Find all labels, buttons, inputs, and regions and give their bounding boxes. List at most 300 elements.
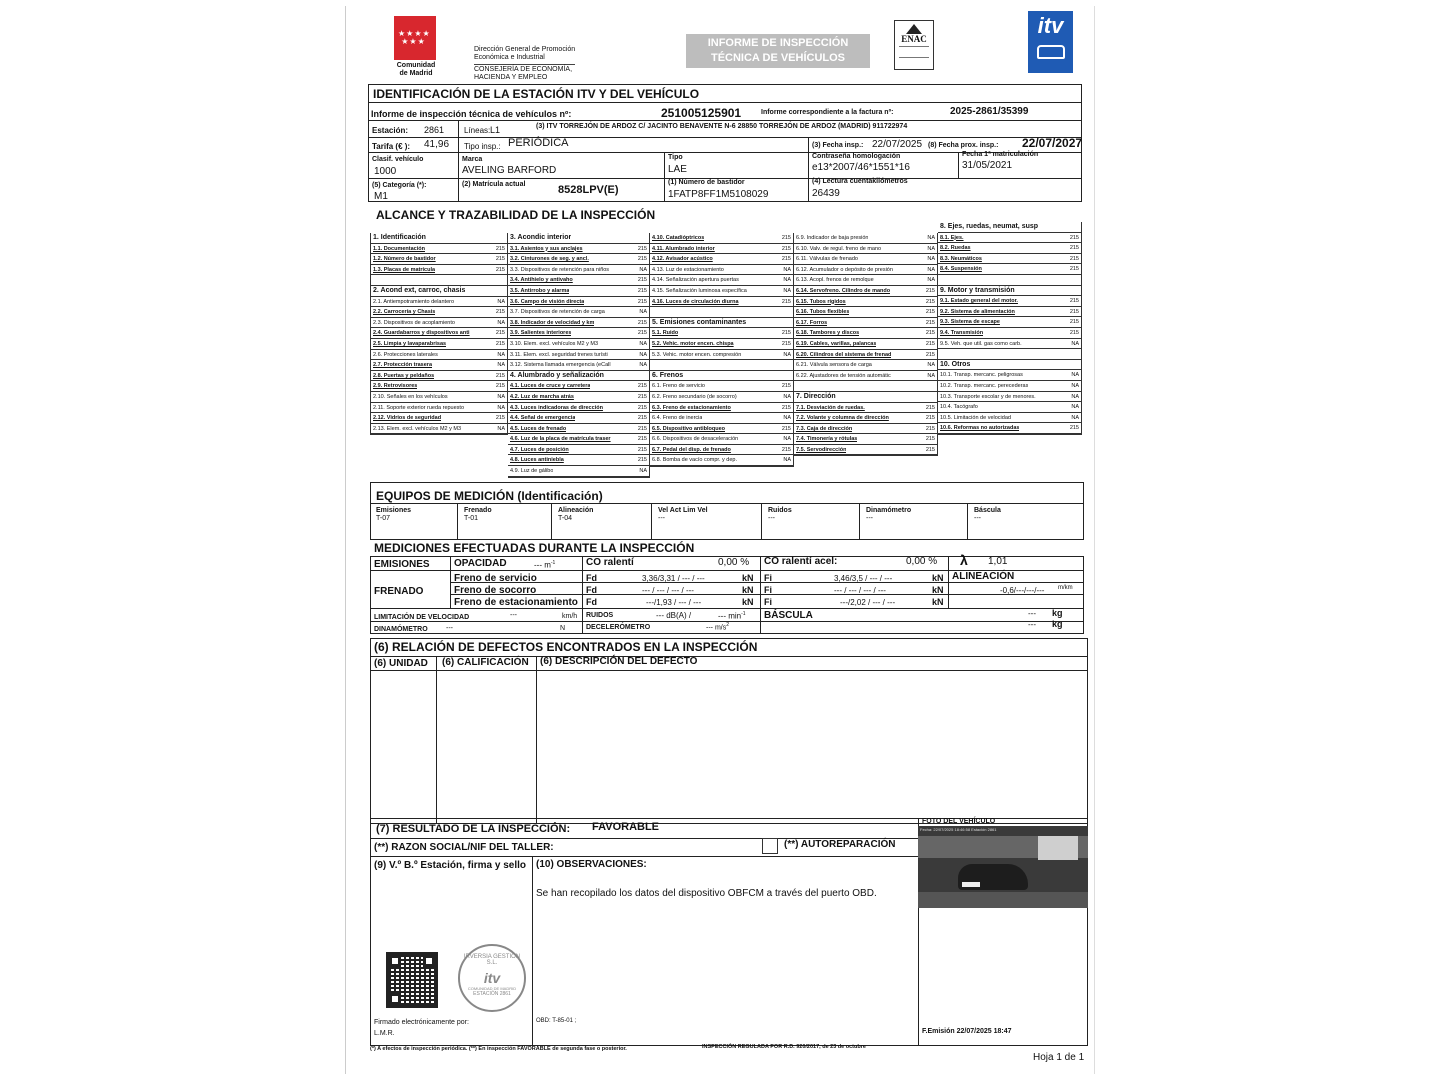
- inspection-item: [371, 297, 507, 308]
- item-label: 4.11. Alumbrado interior: [652, 245, 715, 252]
- equipo-label: Alineación: [558, 507, 594, 514]
- inspection-item: [508, 360, 649, 371]
- inspection-item: [508, 392, 649, 403]
- inspection-item: [371, 244, 507, 255]
- item-label: 6.6. Dispositivos de desaceleración: [652, 436, 739, 443]
- defectos-col-unidad: (6) UNIDAD: [374, 658, 428, 669]
- inspection-item: [794, 244, 937, 255]
- inspection-report-page: [345, 6, 1095, 1074]
- bastidor-label: (1) Número de bastidor: [668, 179, 745, 186]
- footer-note: (*) A efectos de inspección periódica. (**) En inspección FAVORABLE de segunda fase o posterior.: [370, 1046, 627, 1052]
- enac-accreditation-lines: [899, 46, 929, 58]
- item-value: NA: [783, 277, 791, 284]
- equipo-cell: [652, 503, 762, 540]
- km-value: 26439: [812, 188, 840, 199]
- item-value: 215: [781, 340, 791, 347]
- fd-estac-value: ---/1,93 / --- / ---: [646, 598, 702, 607]
- tarifa-label: Tarifa (€ ):: [372, 142, 411, 151]
- item-value: 215: [637, 393, 647, 400]
- item-value: 215: [637, 446, 647, 453]
- frenado-label: FRENADO: [374, 586, 424, 597]
- item-value: 215: [1069, 329, 1079, 336]
- item-label: 2.7. Protección trasera: [373, 362, 433, 369]
- co-ralenti-acel-value: 0,00 %: [906, 556, 938, 567]
- item-label: 6.9. Indicador de baja presión: [796, 235, 869, 241]
- item-label: 4.2. Luz de marcha atrás: [510, 393, 574, 400]
- item-label: 6.16. Tubos flexibles: [796, 309, 850, 316]
- inspection-item: [938, 328, 1081, 339]
- kn-unit: kN: [932, 597, 944, 607]
- inspection-item: [650, 403, 793, 414]
- inspection-item: [371, 350, 507, 361]
- item-label: 2.6. Protecciones laterales: [373, 351, 438, 358]
- inspection-item: [938, 370, 1081, 381]
- stars-icon: ★★★★ ★★★: [398, 29, 431, 46]
- autoreparacion-checkbox[interactable]: [762, 838, 778, 854]
- firmante-value: L.M.R.: [374, 1030, 395, 1037]
- item-label: 4.15. Señalización luminosa específica: [652, 287, 747, 294]
- inspection-item: [938, 296, 1081, 307]
- item-label: 4.1. Luces de cruce y carretera: [510, 383, 591, 390]
- item-value: 215: [1069, 255, 1079, 262]
- observaciones-text: Se han recopilado los datos del dispositivo OBFCM a través del puerto OBD.: [536, 888, 877, 899]
- factura-number: 2025-2861/35399: [950, 106, 1029, 117]
- item-value: 215: [495, 245, 505, 252]
- inspection-item: [794, 233, 937, 244]
- decelerometro-label: DECELERÓMETRO: [586, 624, 651, 631]
- marca-value: AVELING BARFORD: [462, 165, 557, 176]
- item-label: 4.6. Luz de la placa de matrícula traser: [510, 436, 611, 443]
- inspection-item: [794, 360, 937, 371]
- item-value: 215: [925, 415, 935, 422]
- item-label: 1. Identificación: [373, 234, 426, 241]
- inspection-item: [938, 413, 1081, 424]
- item-label: 3.12. Sistema llamada emergencia (eCall: [510, 362, 611, 369]
- item-value: 215: [925, 351, 935, 358]
- defectos-col-calificacion: (6) CALIFICACIÓN: [442, 657, 529, 668]
- item-label: 4.12. Avisador acústico: [652, 256, 713, 263]
- inspection-item: [650, 265, 793, 276]
- item-label: 6.8. Bomba de vacío compr. y dep.: [652, 457, 737, 464]
- informe-label: Informe de inspección técnica de vehículos nº:: [371, 109, 572, 119]
- item-label: 8.3. Neumáticos: [940, 255, 982, 262]
- item-label: 3.7. Dispositivos de retención de carga: [510, 309, 605, 316]
- item-value: NA: [497, 319, 505, 326]
- clasif-value: 1000: [374, 166, 397, 177]
- inspection-item: [794, 403, 937, 414]
- item-value: 215: [637, 330, 647, 337]
- item-label: 3. Acondic interior: [510, 234, 572, 241]
- co-ralenti-value: 0,00 %: [718, 557, 750, 568]
- item-value: NA: [783, 415, 791, 422]
- section-header: [938, 360, 1081, 371]
- item-label: 6.11. Válvulas de frenado: [796, 256, 858, 263]
- fecha-prox-label: (8) Fecha prox. insp.:: [928, 142, 999, 149]
- item-label: 2. Acond ext, carroc, chasis: [373, 286, 466, 294]
- car-icon: [1037, 45, 1065, 59]
- item-value: 215: [637, 415, 647, 422]
- inspection-item: [508, 424, 649, 435]
- firmado-label: Firmado electrónicamente por:: [374, 1019, 469, 1026]
- inspection-item: [371, 413, 507, 424]
- item-label: 4.5. Luces de frenado: [510, 425, 567, 432]
- obd-text: OBD: T-85-01 ;: [536, 1018, 577, 1024]
- item-label: 3.3. Dispositivos de retención para niños: [510, 266, 610, 273]
- inspection-item: [371, 254, 507, 265]
- item-value: 215: [925, 436, 935, 443]
- item-value: 215: [925, 446, 935, 453]
- item-value: 215: [495, 383, 505, 390]
- item-label: 6.13. Acopl. frenos de remolque: [796, 277, 874, 284]
- alcance-column-4: [794, 233, 938, 456]
- opacidad-sup: -1: [550, 560, 556, 566]
- equipo-cell: [762, 503, 860, 540]
- qr-finder: [423, 955, 435, 967]
- dinamometro-value: ---: [446, 625, 453, 632]
- item-value: 215: [925, 404, 935, 411]
- inspection-item: [794, 254, 937, 265]
- inspection-item: [794, 265, 937, 276]
- item-label: 3.10. Elem. excl. vehículos M2 y M3: [510, 340, 599, 347]
- item-label: 4.3. Luces indicadoras de dirección: [510, 404, 603, 411]
- blank-row: [938, 349, 1081, 360]
- kmh-unit: km/h: [562, 613, 578, 620]
- item-label: 3.1. Asientos y sus anclajes: [510, 245, 583, 252]
- tarifa-value: 41,96: [424, 139, 450, 150]
- alineacion-unit: m/km: [1058, 585, 1073, 591]
- co-ralenti-label: CO ralentí: [586, 557, 634, 568]
- inspection-item: [938, 317, 1081, 328]
- item-value: NA: [639, 468, 647, 475]
- inspection-item: [794, 371, 937, 382]
- comunidad-madrid-logo: [394, 16, 436, 60]
- item-label: 6. Frenos: [652, 371, 684, 379]
- item-label: 8.2. Ruedas: [940, 245, 971, 252]
- opacidad-value: [534, 560, 555, 570]
- inspection-item: [650, 350, 793, 361]
- item-label: 2.10. Señales en los vehículos: [373, 393, 448, 400]
- vehicle-photo: [918, 826, 1088, 908]
- item-value: NA: [927, 235, 935, 241]
- inspection-item: [371, 392, 507, 403]
- qr-finder: [389, 993, 401, 1005]
- kn-unit: kN: [742, 573, 754, 583]
- item-value: 215: [637, 298, 647, 305]
- item-value: 215: [1069, 298, 1079, 305]
- equipo-value: ---: [866, 515, 873, 522]
- item-label: 8.1. Ejes.: [940, 234, 964, 241]
- alcance-column-1: [370, 233, 508, 435]
- inspection-item: [794, 307, 937, 318]
- inspection-item: [794, 350, 937, 361]
- item-value: NA: [497, 298, 505, 305]
- inspection-item: [371, 328, 507, 339]
- factura-label: Informe correspondiente a la factura nº:: [761, 109, 894, 116]
- item-label: 6.15. Tubos rígidos: [796, 298, 846, 305]
- enac-logo: [894, 20, 934, 70]
- item-label: 4.14. Señalización apertura puertas: [652, 277, 739, 284]
- item-value: NA: [1071, 372, 1079, 379]
- matricula-label: (2) Matrícula actual: [462, 181, 526, 188]
- item-label: 1.2. Número de bastidor: [373, 256, 436, 263]
- station-stamp: [458, 944, 526, 1012]
- item-label: 6.2. Freno secundario (de socorro): [652, 393, 737, 400]
- item-value: NA: [497, 393, 505, 400]
- inspection-item: [650, 424, 793, 435]
- stamp-mid: COMUNIDAD DE MADRID: [467, 986, 517, 991]
- ruidos-value: --- dB(A) /: [656, 611, 692, 620]
- equipos-title: EQUIPOS DE MEDICIÓN (Identificación): [376, 489, 603, 503]
- item-label: 1.1. Documentación: [373, 245, 425, 252]
- consejeria-line2: HACIENDA Y EMPLEO: [474, 74, 548, 81]
- footer-regulada: INSPECCIÓN REGULADA POR R.D. 920/2017, de 23 de octubre: [702, 1044, 866, 1050]
- inspection-item: [794, 286, 937, 297]
- stamp-top: IRVERSIA GESTIÓN S.L.: [463, 954, 521, 966]
- item-label: 3.5. Antirrobo y alarma: [510, 287, 570, 294]
- item-label: 2.9. Retrovisores: [373, 383, 418, 390]
- fi-socorro-label: Fi: [764, 585, 772, 595]
- item-value: NA: [1071, 340, 1079, 347]
- kn-unit: kN: [932, 573, 944, 583]
- section-header: [371, 233, 507, 244]
- stamp-itv: itv: [483, 970, 501, 986]
- item-value: 215: [781, 245, 791, 252]
- bascula-value2: ---: [1028, 620, 1036, 629]
- alineacion-label: ALINEACIÓN: [952, 571, 1015, 582]
- item-label: 6.10. Valv. de regul. freno de mano: [796, 245, 882, 252]
- item-label: 6.19. Cables, varillas, palancas: [796, 340, 877, 347]
- fi-estac-value: ---/2,02 / --- / ---: [840, 598, 896, 607]
- item-label: 2.12. Vidrios de seguridad: [373, 415, 442, 422]
- co-ralenti-acel-label: CO ralentí acel:: [764, 556, 838, 567]
- item-label: 10.2. Transp. mercanc. perecederas: [940, 382, 1029, 389]
- inspection-item: [938, 339, 1081, 350]
- inspection-item: [650, 275, 793, 286]
- item-label: 7.2. Volante y columna de dirección: [796, 415, 889, 422]
- enac-crown-icon: [906, 24, 922, 34]
- item-label: 7.3. Caja de dirección: [796, 425, 853, 432]
- item-value: 215: [1069, 234, 1079, 241]
- equipo-value: ---: [768, 515, 775, 522]
- item-label: 3.2. Cinturones de seg. y ancl.: [510, 256, 589, 263]
- item-value: NA: [1071, 404, 1079, 411]
- item-label: 9.3. Sistema de escape: [940, 319, 1000, 326]
- equipo-label: Ruidos: [768, 507, 792, 514]
- inspection-item: [650, 244, 793, 255]
- item-label: 7. Dirección: [796, 392, 836, 400]
- item-value: 215: [781, 425, 791, 432]
- inspection-item: [650, 392, 793, 403]
- inspection-item: [938, 423, 1081, 434]
- item-value: 215: [637, 287, 647, 294]
- inspection-item: [650, 328, 793, 339]
- ruidos-min-val: --- min: [718, 611, 742, 621]
- inspection-item: [508, 350, 649, 361]
- alcance-column-2: [508, 233, 650, 478]
- categoria-value: M1: [374, 191, 388, 202]
- item-label: 8. Ejes, ruedas, neumat, susp: [940, 223, 1039, 230]
- section-header: [794, 392, 937, 403]
- lambda-value: 1,01: [988, 556, 1008, 567]
- item-label: 10.4. Tacógrafo: [940, 404, 978, 411]
- blank-row: [371, 275, 507, 286]
- item-value: 215: [781, 446, 791, 453]
- alineacion-value: -0,6/---/---/---: [1000, 586, 1045, 595]
- resultado-value: FAVORABLE: [592, 821, 660, 833]
- equipo-value: ---: [658, 515, 665, 522]
- alcance-title: ALCANCE Y TRAZABILIDAD DE LA INSPECCIÓN: [376, 208, 656, 222]
- item-label: 4.9. Luz de gálibo: [510, 468, 554, 475]
- freno-estac-label: Freno de estacionamiento: [454, 597, 578, 608]
- item-value: 215: [637, 319, 647, 326]
- bastidor-value: 1FATP8FF1M5108029: [668, 189, 769, 200]
- inspection-item: [938, 402, 1081, 413]
- dinamometro-label: DINAMÓMETRO: [374, 626, 428, 633]
- stamp-bottom: ESTACIÓN 2861: [473, 991, 511, 997]
- item-label: 4.13. Luz de estacionamiento: [652, 266, 724, 273]
- item-value: 215: [781, 330, 791, 337]
- lim-velocidad-label: LIMITACIÓN DE VELOCIDAD: [374, 614, 470, 621]
- equipo-cell: [552, 503, 652, 540]
- fd-servicio-label: Fd: [586, 573, 597, 583]
- inspection-item: [938, 307, 1081, 318]
- report-title-banner: [686, 34, 870, 68]
- item-value: 215: [637, 404, 647, 411]
- inspection-item: [371, 265, 507, 276]
- item-value: 215: [495, 415, 505, 422]
- item-label: 7.1. Desviación de ruedas.: [796, 404, 865, 411]
- item-value: 215: [1069, 308, 1079, 315]
- item-label: 9. Motor y transmisión: [940, 286, 1015, 294]
- item-label: 2.1. Antiempotramiento delantero: [373, 298, 455, 305]
- logo-text-line2: de Madrid: [399, 70, 433, 77]
- fecha-emision: F.Emisión 22/07/2025 18:47: [922, 1028, 1012, 1035]
- item-value: 215: [495, 372, 505, 379]
- bascula-label: BÁSCULA: [764, 610, 813, 621]
- item-label: 1.3. Placas de matrícula: [373, 266, 436, 273]
- item-label: 6.21. Válvula sensora de carga: [796, 362, 872, 369]
- ruidos-sup: -1: [741, 611, 746, 617]
- fi-estac-label: Fi: [764, 597, 772, 607]
- item-value: NA: [783, 351, 791, 358]
- item-value: NA: [783, 457, 791, 464]
- item-label: 4.8. Luces antiniebla: [510, 457, 564, 464]
- item-value: NA: [927, 256, 935, 263]
- inspection-item: [371, 360, 507, 371]
- item-value: NA: [497, 404, 505, 411]
- bascula-value1: ---: [1028, 609, 1036, 618]
- inspection-item: [371, 339, 507, 350]
- item-value: 215: [637, 425, 647, 432]
- defectos-title: (6) RELACIÓN DE DEFECTOS ENCONTRADOS EN LA INSPECCIÓN: [374, 640, 758, 654]
- item-value: 215: [637, 245, 647, 252]
- item-label: 3.6. Campo de visión directa: [510, 298, 585, 305]
- item-value: 215: [637, 256, 647, 263]
- equipo-label: Frenado: [464, 507, 492, 514]
- fecha-insp-label: (3) Fecha insp.:: [812, 142, 864, 149]
- razon-social-label: (**) RAZON SOCIAL/NIF DEL TALLER:: [374, 842, 554, 853]
- item-value: NA: [783, 393, 791, 400]
- inspection-item: [371, 403, 507, 414]
- section-header: [938, 286, 1081, 297]
- item-value: 215: [925, 330, 935, 337]
- tipo-value: LAE: [668, 164, 687, 175]
- inspection-item: [508, 445, 649, 456]
- inspection-item: [650, 339, 793, 350]
- item-label: 4.4. Señal de emergencia: [510, 415, 576, 422]
- qr-code: [386, 952, 438, 1008]
- km-label: (4) Lectura cuentakilómetros: [812, 178, 908, 185]
- item-value: 215: [925, 319, 935, 326]
- kg-unit: kg: [1052, 619, 1063, 629]
- item-value: NA: [639, 266, 647, 273]
- item-value: 215: [495, 309, 505, 316]
- dg-line1: Dirección General de Promoción: [474, 46, 576, 53]
- lineas-value: L1: [490, 125, 501, 135]
- inspection-item: [794, 297, 937, 308]
- item-label: 3.8. Indicador de velocidad y km: [510, 319, 595, 326]
- item-label: 10.6. Reformas no autorizadas: [940, 425, 1020, 432]
- item-value: 215: [781, 256, 791, 263]
- inspection-item: [371, 381, 507, 392]
- tipo-label: Tipo: [668, 154, 683, 161]
- report-title-line2: TÉCNICA DE VEHÍCULOS: [710, 52, 846, 64]
- item-label: 6.20. Cilindros del sistema de frenad: [796, 351, 892, 358]
- item-value: 215: [495, 340, 505, 347]
- inspection-item: [938, 264, 1081, 275]
- emisiones-label: EMISIONES: [374, 559, 430, 570]
- estacion-value: 2861: [424, 125, 445, 135]
- item-label: 9.4. Transmisión: [940, 329, 984, 336]
- item-value: NA: [497, 362, 505, 369]
- inspection-item: [650, 286, 793, 297]
- item-value: 215: [925, 309, 935, 316]
- decelerometro-value: [706, 622, 729, 631]
- informe-number: 251005125901: [661, 106, 742, 120]
- item-value: NA: [1071, 382, 1079, 389]
- item-label: 10.1. Transp. mercanc. peligrosas: [940, 372, 1023, 379]
- n-unit: N: [560, 625, 566, 632]
- inspection-item: [938, 233, 1081, 244]
- item-label: 2.8. Puertas y peldaños: [373, 372, 435, 379]
- report-title-line1: INFORME DE INSPECCIÓN: [707, 37, 849, 49]
- inspection-item: [938, 243, 1081, 254]
- identification-title: IDENTIFICACIÓN DE LA ESTACIÓN ITV Y DEL VEHÍCULO: [373, 87, 700, 101]
- item-label: 2.4. Guardabarros y dispositivos anti: [373, 330, 470, 337]
- item-value: 215: [925, 287, 935, 294]
- fd-socorro-label: Fd: [586, 585, 597, 595]
- inspection-item: [794, 434, 937, 445]
- mediciones-title: MEDICIONES EFECTUADAS DURANTE LA INSPECCIÓN: [374, 541, 695, 555]
- section-header: [650, 318, 793, 329]
- decelerometro-val: --- m/s: [706, 624, 727, 632]
- photo-window: [1038, 836, 1078, 860]
- inspection-item: [794, 339, 937, 350]
- marca-label: Marca: [462, 156, 483, 163]
- freno-servicio-label: Freno de servicio: [454, 573, 537, 584]
- item-value: 215: [1069, 425, 1079, 432]
- section-header: [508, 233, 649, 244]
- item-label: 6.4. Freno de inercia: [652, 415, 703, 422]
- inspection-item: [508, 381, 649, 392]
- kn-unit: kN: [742, 585, 754, 595]
- item-value: NA: [639, 309, 647, 316]
- item-label: 8.4. Suspensión: [940, 266, 982, 273]
- item-value: 215: [781, 383, 791, 390]
- equipo-label: Vel Act Lim Vel: [658, 507, 708, 514]
- homologacion-label: Contraseña homologación: [812, 153, 901, 160]
- inspection-item: [508, 297, 649, 308]
